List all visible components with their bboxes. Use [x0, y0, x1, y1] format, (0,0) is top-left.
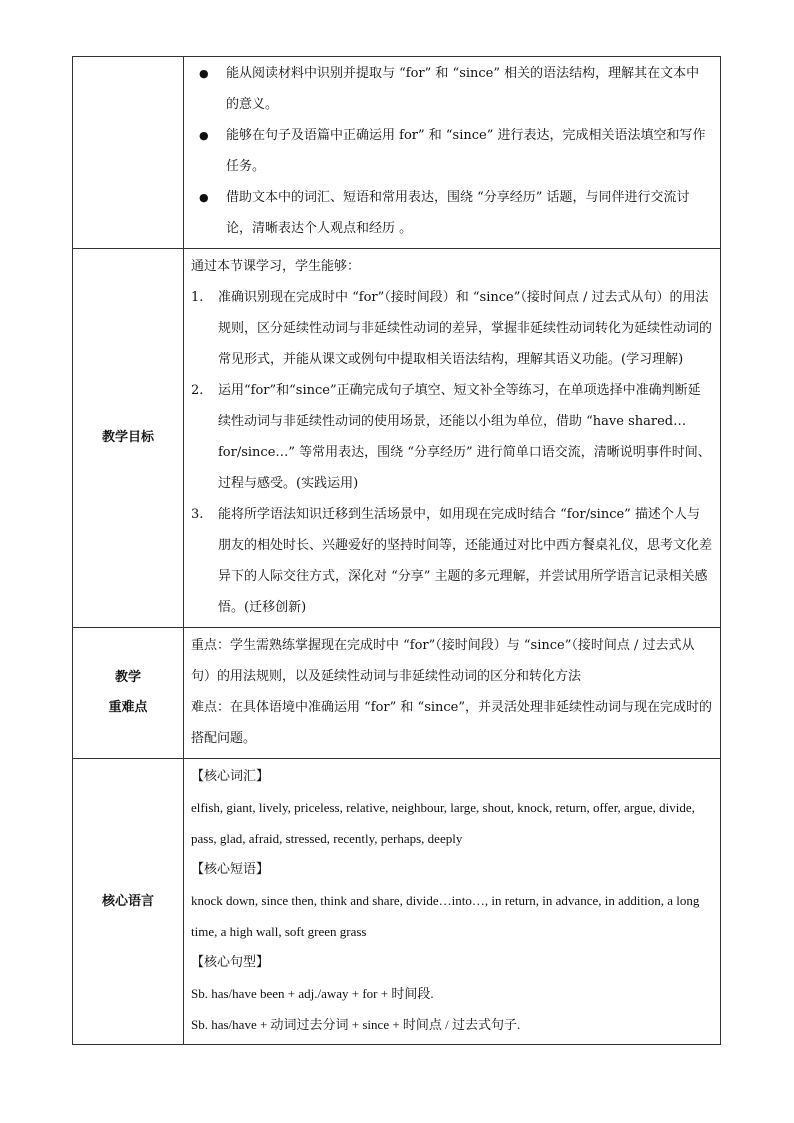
- core-language-label: 核心语言: [73, 759, 184, 1045]
- item-number: 1.: [191, 290, 204, 305]
- list-item: [191, 182, 712, 244]
- vocab-list: elfish, giant, lively, priceless, relative, neighbour, large, shout, knock, return, offer, argue, divide, pass, glad, afraid, stressed, recently, perhaps, deeply: [191, 800, 695, 846]
- bullet-text: 能够在句子及语篇中正确运用 for” 和 “since” 进行表达，完成相关语法填空和写作任务。: [226, 128, 706, 174]
- bullet-text: 借助文本中的词汇、短语和常用表达，围绕 “分享经历” 话题，与同伴进行交流讨论，清晰表达个人观点和经历 。: [226, 190, 690, 236]
- objectives-label: 教学目标: [73, 249, 184, 628]
- row-abilities-label: [73, 57, 184, 249]
- phrase-heading: 【核心短语】: [191, 862, 270, 877]
- row-core-language: [73, 759, 721, 1045]
- difficulty-text: 难点：在具体语境中准确运用 “for” 和 “since”，并灵活处理非延续性动词与现在完成时的搭配问题。: [191, 700, 713, 746]
- sentence-pattern-2: Sb. has/have + 动词过去分词 + since + 时间点 / 过去式句子.: [191, 1017, 521, 1032]
- item-number: 3.: [191, 507, 204, 522]
- row-abilities-content: [184, 57, 721, 249]
- item-text: 运用“for”和“since”正确完成句子填空、短文补全等练习，在单项选择中准确判断延续性动词与非延续性动词的使用场景，还能以小组为单位，借助 “have shared…for/since…” 等常用表达，围绕 “分享经历” 进行简单口语交流，清晰说明事件时间、过程与感受。(实践运用): [218, 383, 711, 491]
- core-language-content: [184, 759, 721, 1045]
- row-objectives: [73, 249, 721, 628]
- list-item: [191, 499, 712, 623]
- bullet-icon: ●: [199, 191, 209, 204]
- document-page: [72, 56, 721, 1045]
- focus-text: 重点：学生需熟练掌握现在完成时中 “for”（接时间段）与 “since”（接时间点 / 过去式从句）的用法规则，以及延续性动词与非延续性动词的区分和转化方法: [191, 638, 695, 684]
- sentence-pattern-1: Sb. has/have been + adj./away + for + 时间段.: [191, 986, 434, 1001]
- item-number: 2.: [191, 383, 204, 398]
- bullet-text: 能从阅读材料中识别并提取与 “for” 和 “since” 相关的语法结构，理解其在文本中的意义。: [226, 66, 700, 112]
- lesson-plan-table: [72, 56, 721, 1045]
- keypoints-label-line2: 重难点: [108, 700, 148, 715]
- bullet-icon: ●: [199, 129, 209, 142]
- objectives-intro: 通过本节课学习，学生能够：: [191, 259, 361, 274]
- keypoints-content: [184, 628, 721, 759]
- vocab-heading: 【核心词汇】: [191, 769, 270, 784]
- item-text: 能将所学语法知识迁移到生活场景中，如用现在完成时结合 “for/since” 描述个人与朋友的相处时长、兴趣爱好的坚持时间等，还能通过对比中西方餐桌礼仪，思考文化差异下的人际交往方式，深化对 “分享” 主题的多元理解，并尝试用所学语言记录相关感悟。(迁移创新): [218, 507, 713, 615]
- keypoints-label-line1: 教学: [114, 670, 141, 685]
- keypoints-label: [73, 628, 184, 759]
- row-keypoints: [73, 628, 721, 759]
- item-text: 准确识别现在完成时中 “for”（接时间段）和 “since”（接时间点 / 过去式从句）的用法规则，区分延续性动词与非延续性动词的差异，掌握非延续性动词转化为延续性动词的常见形式，并能从课文或例句中提取相关语法结构，理解其语义功能。(学习理解): [218, 290, 713, 367]
- bullet-icon: ●: [199, 67, 209, 80]
- row-abilities: [73, 57, 721, 249]
- list-item: [191, 58, 712, 120]
- list-item: [191, 282, 712, 375]
- pattern-heading: 【核心句型】: [191, 955, 270, 970]
- objectives-content: [184, 249, 721, 628]
- phrase-list: knock down, since then, think and share, divide…into…, in return, in advance, in addition, a long time, a high wall, soft green grass: [191, 893, 700, 939]
- list-item: [191, 375, 712, 499]
- list-item: [191, 120, 712, 182]
